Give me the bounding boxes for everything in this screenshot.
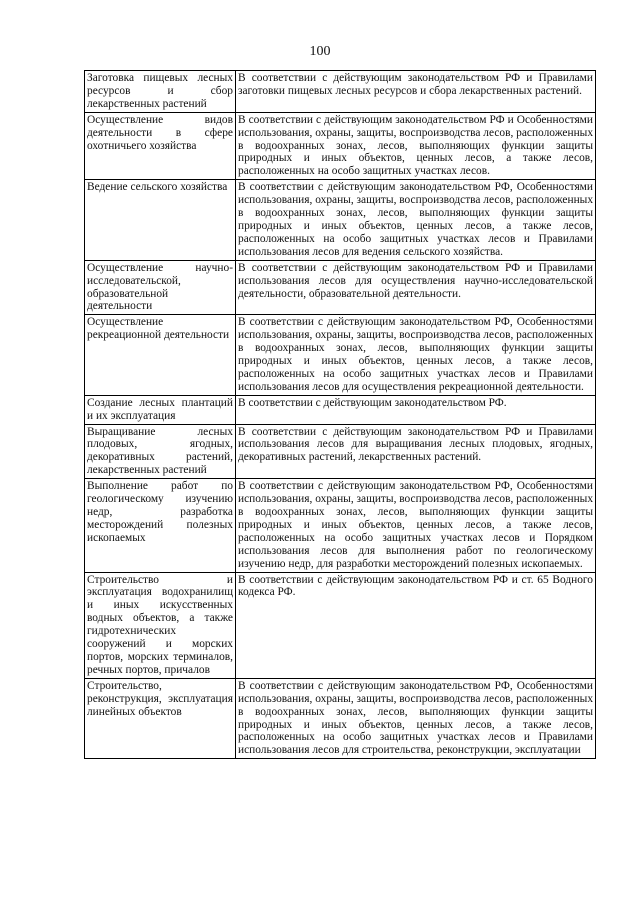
table-row (85, 479, 596, 572)
legal-basis-cell: В соответствии с действующим законодательством РФ и Правилами использования лесов для выращивания лесных плодовых, ягодных, декоративных растений, лекарственных растений. (236, 424, 596, 479)
legal-basis-cell: В соответствии с действующим законодательством РФ и Правилами использования лесов для осуществления научно-исследовательской деятельности, образовательной деятельности. (236, 260, 596, 315)
table-row (85, 315, 596, 395)
activity-cell: Осуществление научно-исследовательской, образовательной деятельности (85, 260, 236, 315)
table-row (85, 572, 596, 678)
legal-basis-cell: В соответствии с действующим законодательством РФ, Особенностями использования, охраны, защиты, воспроизводства лесов, расположенных в водоохранных зонах, лесов, выполняющих функции защиты природных и иных объектов, ценных лесов, а также лесов, расположенных на особо защитных участках лесов и Правилами использования лесов для ведения сельского хозяйства. (236, 180, 596, 260)
legal-basis-cell: В соответствии с действующим законодательством РФ, Особенностями использования, охраны, защиты, воспроизводства лесов, расположенных в водоохранных зонах, лесов, выполняющих функции защиты природных и иных объектов, ценных лесов, а также лесов, расположенных на особо защитных участках лесов и Правилами использования лесов для осуществления рекреационной деятельности. (236, 315, 596, 395)
table-row (85, 395, 596, 424)
activity-cell: Заготовка пищевых лесных ресурсов и сбор лекарственных растений (85, 71, 236, 113)
table-row (85, 180, 596, 260)
table-row (85, 260, 596, 315)
table-row (85, 112, 596, 180)
activity-cell: Строительство, реконструкция, эксплуатация линейных объектов (85, 678, 236, 758)
legal-basis-cell: В соответствии с действующим законодательством РФ. (236, 395, 596, 424)
activity-cell: Ведение сельского хозяйства (85, 180, 236, 260)
table-row (85, 678, 596, 758)
table-row (85, 71, 596, 113)
table-row (85, 424, 596, 479)
forest-use-table (84, 70, 596, 759)
activity-cell: Выполнение работ по геологическому изучению недр, разработка месторождений полезных ископаемых (85, 479, 236, 572)
page-number: 100 (309, 44, 331, 59)
legal-basis-cell: В соответствии с действующим законодательством РФ, Особенностями использования, охраны, защиты, воспроизводства лесов, расположенных в водоохранных зонах, лесов, выполняющих функции защиты природных и иных объектов, ценных лесов, а также лесов, расположенных на особо защитных участках лесов и Правилами использования лесов для строительства, реконструкции, эксплуатации (236, 678, 596, 758)
legal-basis-cell: В соответствии с действующим законодательством РФ, Особенностями использования, охраны, защиты, воспроизводства лесов, расположенных в водоохранных зонах, лесов, выполняющих функции защиты природных и иных объектов, ценных лесов, а также лесов, расположенных на особо защитных участках лесов и Порядком использования лесов для выполнения работ по геологическому изучению недр, для разработки месторождений полезных ископаемых. (236, 479, 596, 572)
activity-cell: Осуществление рекреационной деятельности (85, 315, 236, 395)
activity-cell: Выращивание лесных плодовых, ягодных, декоративных растений, лекарственных растений (85, 424, 236, 479)
legal-basis-cell: В соответствии с действующим законодательством РФ и ст. 65 Водного кодекса РФ. (236, 572, 596, 678)
activity-cell: Строительство и эксплуатация водохранилищ и иных искусственных водных объектов, а также гидротехнических сооружений и морских портов, морских терминалов, речных портов, причалов (85, 572, 236, 678)
activity-cell: Создание лесных плантаций и их эксплуатация (85, 395, 236, 424)
legal-basis-cell: В соответствии с действующим законодательством РФ и Особенностями использования, охраны, защиты, воспроизводства лесов, расположенных в водоохранных зонах, лесов, выполняющих функции защиты природных и иных объектов, ценных лесов, а также лесов, расположенных на особо защитных участках лесов. (236, 112, 596, 180)
activity-cell: Осуществление видов деятельности в сфере охотничьего хозяйства (85, 112, 236, 180)
legal-basis-cell: В соответствии с действующим законодательством РФ и Правилами заготовки пищевых лесных ресурсов и сбора лекарственных растений. (236, 71, 596, 113)
